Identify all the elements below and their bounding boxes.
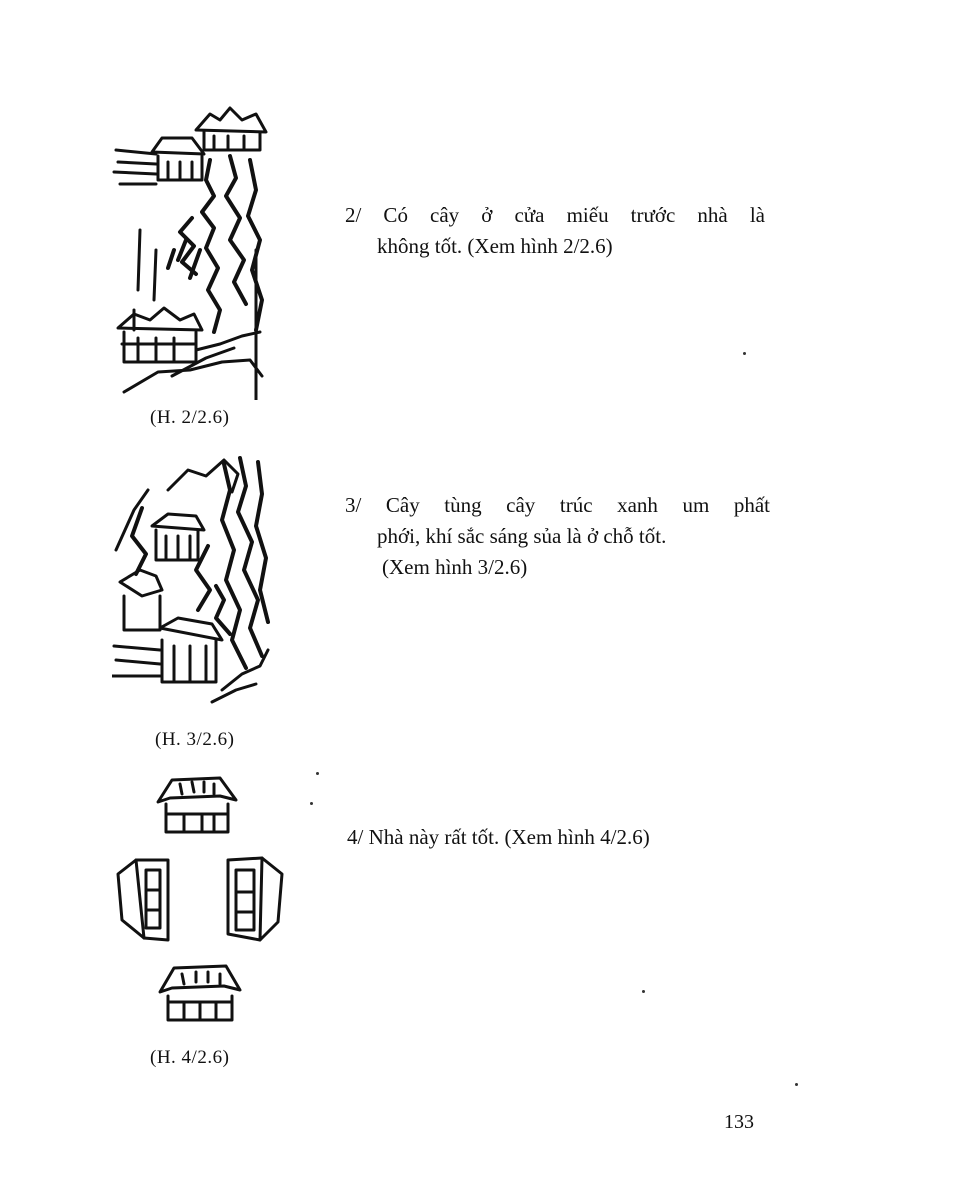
text-line: 2/ Có cây ở cửa miếu trước nhà là <box>345 203 765 227</box>
scan-speck <box>795 1083 798 1086</box>
scan-speck <box>316 772 319 775</box>
scan-speck <box>642 990 645 993</box>
paragraph-item-4 <box>347 822 777 853</box>
scan-speck <box>310 802 313 805</box>
paragraph-item-2 <box>345 200 765 262</box>
text-line: 3/ Cây tùng cây trúc xanh um phất <box>345 493 770 517</box>
page-number: 133 <box>724 1111 754 1133</box>
text-line: phới, khí sắc sáng sủa là ở chỗ tốt. <box>377 524 667 548</box>
text-line: 4/ Nhà này rất tốt. (Xem hình 4/2.6) <box>347 825 650 849</box>
figure-caption: (H. 3/2.6) <box>155 729 235 750</box>
figure-caption: (H. 4/2.6) <box>150 1047 230 1068</box>
text-line: (Xem hình 3/2.6) <box>382 555 528 579</box>
figure-house-arrangement-illustration <box>110 770 290 1030</box>
figure-temple-trees-illustration <box>110 100 270 400</box>
text-line: không tốt. (Xem hình 2/2.6) <box>377 234 613 258</box>
figure-caption: (H. 2/2.6) <box>150 407 230 428</box>
figure-pine-bamboo-illustration <box>112 450 272 720</box>
paragraph-item-3 <box>345 490 770 583</box>
scan-speck <box>743 352 746 355</box>
